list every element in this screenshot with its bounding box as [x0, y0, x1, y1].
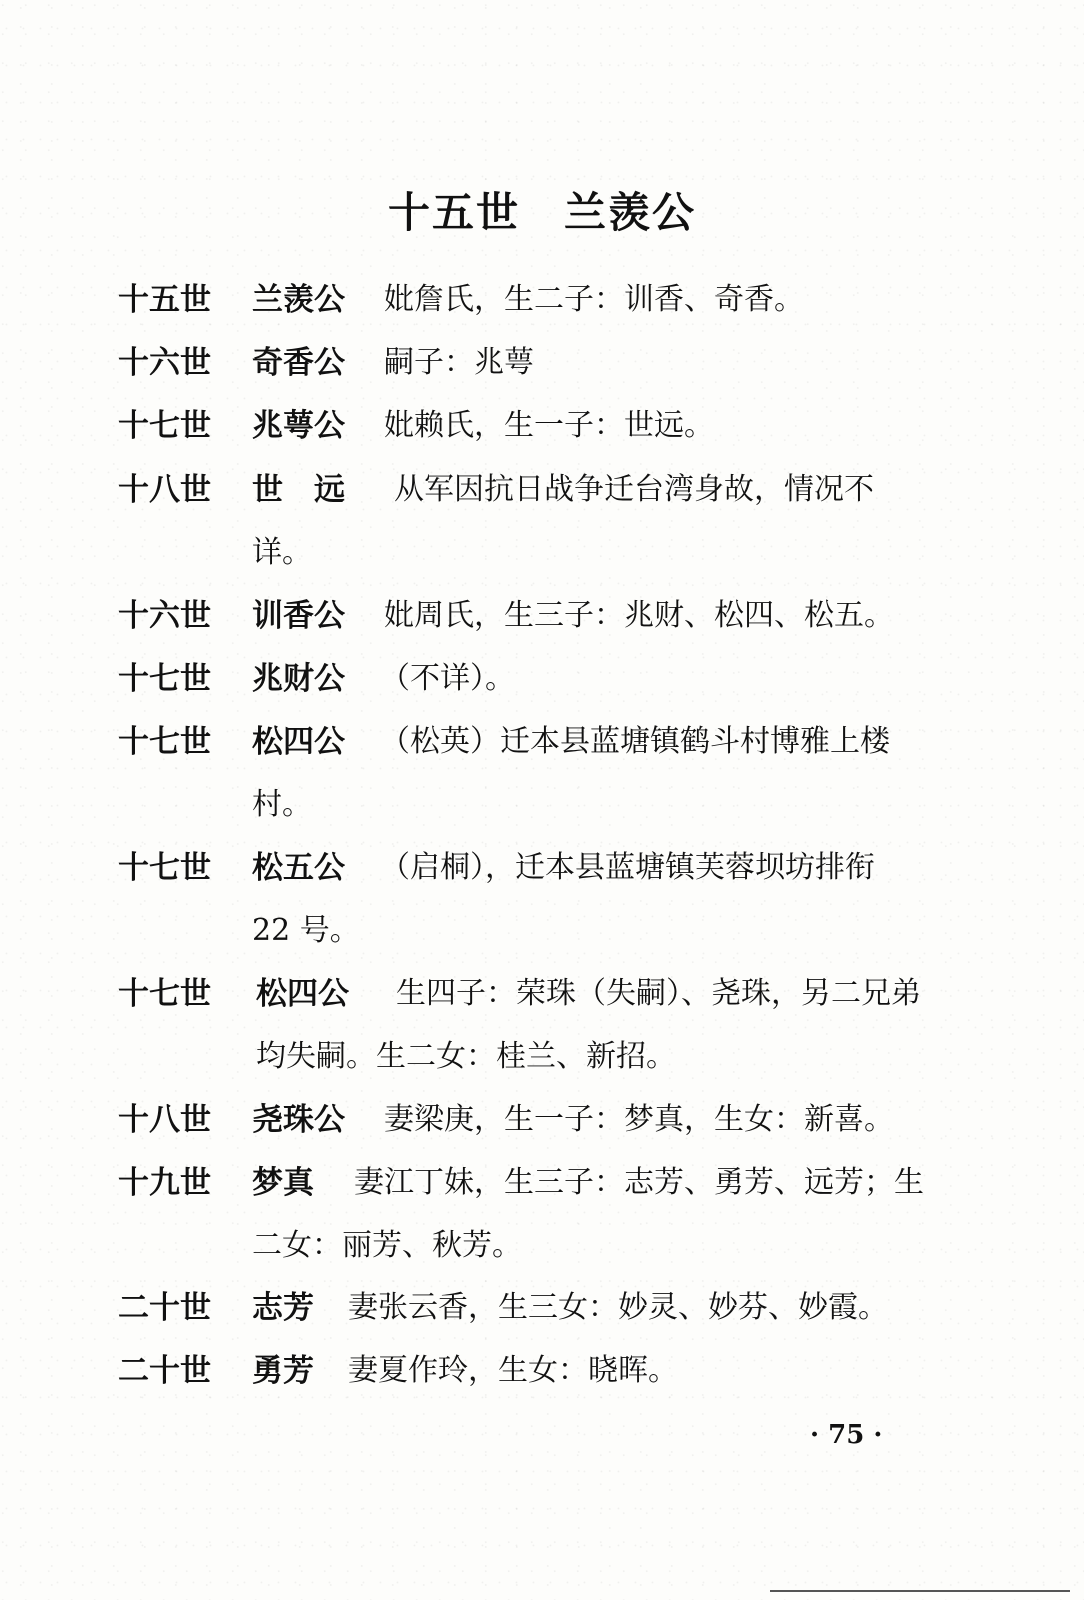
- generation-label: 十七世: [118, 976, 211, 1012]
- entry-text-continuation: 均失嗣。生二女：桂兰、新招。: [256, 1039, 676, 1074]
- genealogy-entry: [118, 1090, 963, 1150]
- generation-label: 二十世: [118, 1353, 211, 1389]
- generation-label: 十七世: [118, 408, 211, 444]
- genealogy-entry: [118, 586, 963, 646]
- generation-label: 十七世: [118, 850, 211, 886]
- entry-text: （启桐），迁本县蓝塘镇芙蓉坝坊排衔: [380, 850, 875, 885]
- person-name: 兆财公: [252, 661, 345, 697]
- genealogy-entry: [118, 396, 963, 456]
- generation-label: 十七世: [118, 724, 211, 760]
- person-name: 志芳: [252, 1290, 314, 1326]
- entry-text-continuation: 村。: [252, 787, 312, 822]
- entry-text: 妣詹氏，生二子：训香、奇香。: [384, 282, 804, 317]
- page-number: · 75 ·: [810, 1420, 883, 1450]
- entry-text: （松英）迁本县蓝塘镇鹤斗村博雅上楼: [380, 724, 890, 759]
- entry-text: 妣赖氏，生一子：世远。: [384, 408, 714, 443]
- page-edge-line: [770, 1590, 1070, 1592]
- entry-text: 妣周氏，生三子：兆财、松四、松五。: [384, 598, 894, 633]
- entry-text-continuation: 详。: [252, 535, 312, 570]
- person-name: 世 远: [252, 472, 345, 508]
- genealogy-entry: [118, 1153, 963, 1213]
- entry-text: （不详）。: [380, 661, 515, 696]
- person-name: 尧珠公: [252, 1102, 345, 1138]
- generation-label: 十六世: [118, 345, 211, 381]
- generation-label: 十八世: [118, 1102, 211, 1138]
- generation-label: 十九世: [118, 1165, 211, 1201]
- generation-label: 二十世: [118, 1290, 211, 1326]
- genealogy-entry: [118, 964, 963, 1024]
- genealogy-entry: [118, 1341, 963, 1401]
- person-name: 勇芳: [252, 1353, 314, 1389]
- person-name: 兆萼公: [252, 408, 345, 444]
- genealogy-entry: [118, 333, 963, 393]
- entry-text: 妻张云香，生三女：妙灵、妙芬、妙霞。: [348, 1290, 888, 1325]
- person-name: 奇香公: [252, 345, 345, 381]
- genealogy-entry: [118, 270, 963, 330]
- genealogy-entry: [118, 712, 963, 772]
- generation-label: 十八世: [118, 472, 211, 508]
- entry-text: 嗣子：兆萼: [384, 345, 534, 380]
- generation-label: 十七世: [118, 661, 211, 697]
- page-title: 十五世 兰羡公: [387, 188, 696, 237]
- person-name: 松四公: [252, 724, 345, 760]
- entry-text: 妻江丁妹，生三子：志芳、勇芳、远芳；生: [354, 1165, 924, 1200]
- entry-text-continuation: 二女：丽芳、秋芳。: [252, 1228, 522, 1263]
- entry-text: 妻夏作玲，生女：晓晖。: [348, 1353, 678, 1388]
- person-name: 训香公: [252, 598, 345, 634]
- entry-text: 生四子：荣珠（失嗣）、尧珠，另二兄弟: [396, 976, 921, 1011]
- person-name: 松五公: [252, 850, 345, 886]
- genealogy-entry: [118, 649, 963, 709]
- entry-text: 从军因抗日战争迁台湾身故，情况不: [394, 472, 874, 507]
- person-name: 兰羡公: [252, 282, 345, 318]
- genealogy-entry: [118, 1278, 963, 1338]
- generation-label: 十六世: [118, 598, 211, 634]
- entry-text: 妻梁庚，生一子：梦真，生女：新喜。: [384, 1102, 894, 1137]
- person-name: 梦真: [252, 1165, 314, 1201]
- generation-label: 十五世: [118, 282, 211, 318]
- genealogy-entry: [118, 460, 963, 520]
- genealogy-entry: [118, 838, 963, 898]
- entry-text-continuation: 22 号。: [252, 913, 360, 948]
- person-name: 松四公: [256, 976, 349, 1012]
